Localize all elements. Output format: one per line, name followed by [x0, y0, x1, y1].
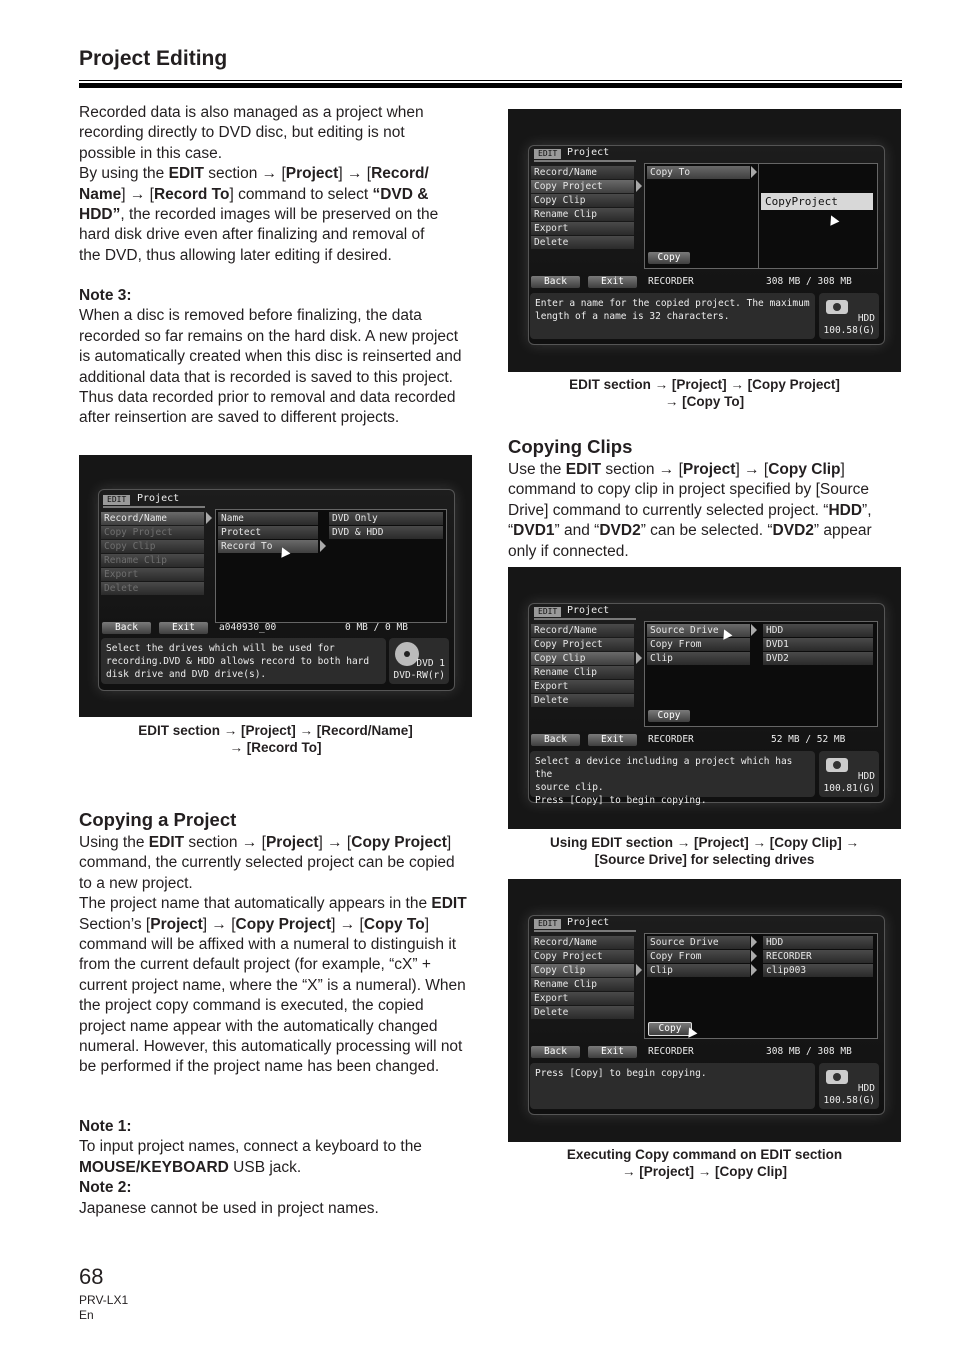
submenu-arrow-icon	[751, 950, 757, 962]
submenu-arrow-icon	[320, 540, 326, 552]
intro-paragraph: Recorded data is also managed as a project when recording directly to DVD disc, but editing is not possible in this case. By using the EDIT section → [Project] → [Record/ Name] → [Record To] command to select “DVD & HDD”, the recorded images will be preserved on the hard disk drive even after finalizing and removal of the DVD, thus allowing later editing if desired.	[79, 104, 439, 264]
caption-copy-to: EDIT section → [Project] → [Copy Project] → [Copy To]	[569, 377, 840, 409]
submenu-arrow-icon	[751, 624, 757, 636]
submenu-arrow-icon	[751, 166, 757, 178]
footer-model: PRV-LX1 En	[79, 1293, 129, 1322]
caption-source-drive: Using EDIT section → [Project] → [Copy Clip] → [Source Drive] for selecting drives	[549, 835, 860, 867]
option-hdd[interactable]: HDD	[763, 624, 873, 637]
drive-indicator: HDD 100.58(G)	[819, 1063, 879, 1109]
hdd-icon	[822, 753, 852, 777]
submenu-arrow-icon	[751, 964, 757, 976]
record-to-item[interactable]: Record To	[218, 540, 318, 553]
copying-project-text: Using the EDIT section → [Project] → [Copy Project] command, the currently selected project can be copied to a new project. The project name that automatically appears in the EDIT Section’s [Project] → [Copy Project] → [Copy To] command will be affixed with a numeral to distinguish it from the current default project (for example, “cX” + current project name, where the “X” is a numeral). When the project copy command is executed, the copied project name appear with the automatically changed numeral. However, this automatically processing will not be performed if the project name has been changed.	[79, 834, 467, 1076]
copy-button[interactable]: Copy	[648, 252, 690, 264]
source-drive-item[interactable]: Source Drive	[647, 624, 750, 637]
exit-button[interactable]: Exit	[588, 1046, 637, 1058]
screenshot-copy-to: EDIT Project Record/Name Copy Project Copy Clip Rename Clip Export Delete Copy To CopyProject Copy Back Exit RECORDER 308 MB / 308 MB Enter a name for the copied project. The maximum length of a name is 32 characters. HDD 100.58(G)	[508, 109, 901, 372]
exit-button[interactable]: Exit	[588, 276, 637, 288]
drive-indicator: HDD 100.81(G)	[819, 751, 879, 797]
copying-project-heading: Copying a Project	[79, 809, 237, 830]
screenshot-copy-clip: EDIT Project Record/Name Copy Project Copy Clip Rename Clip Export Delete Source Drive Copy From Clip HDD RECORDER clip003 Copy Back Exit RECORDER 308 MB / 308 MB Press [Copy] to begin copying. HDD 100.58(G)	[508, 879, 901, 1142]
screenshot-record-to: EDIT Project Record/Name Copy Project Copy Clip Rename Clip Export Delete Name Protect Record To DVD Only DVD & HDD Back Exit a040930_00 0 MB / 0 MB Select the drives which will be used for recording.DVD & HDD allows record to both hard disk drive and DVD drive(s). DVD 1 DVD-RW(r)	[79, 455, 472, 717]
note-3-label: Note 3:	[79, 287, 132, 304]
help-message: Select the drives which will be used for recording.DVD & HDD allows record to both hard disk drive and DVD drive(s).	[101, 638, 386, 684]
submenu-arrow-icon	[636, 964, 642, 976]
option-dvd2[interactable]: DVD2	[763, 652, 873, 665]
exit-button[interactable]: Exit	[588, 734, 637, 746]
copy-button[interactable]: Copy	[648, 710, 690, 722]
option-dvd1[interactable]: DVD1	[763, 638, 873, 651]
back-button[interactable]: Back	[531, 734, 580, 746]
copy-button[interactable]: Copy	[648, 1022, 692, 1036]
title-rule	[79, 80, 902, 88]
copying-clips-heading: Copying Clips	[508, 436, 633, 457]
page-title: Project Editing	[79, 47, 228, 70]
caption-copy-clip: Executing Copy command on EDIT section → [Project] → [Copy Clip]	[566, 1147, 843, 1179]
help-message: Enter a name for the copied project. The maximum length of a name is 32 characters.	[530, 293, 815, 339]
menu-copy-clip[interactable]: Copy Clip	[531, 652, 634, 665]
submenu-arrow-icon	[206, 512, 212, 524]
option-dvd-only[interactable]: DVD Only	[329, 512, 443, 525]
help-message: Press [Copy] to begin copying.	[530, 1063, 815, 1109]
help-message: Select a device including a project which has the source clip. Press [Copy] to begin copying.	[530, 751, 815, 797]
back-button[interactable]: Back	[102, 622, 151, 634]
project-name-field[interactable]: CopyProject	[761, 193, 873, 210]
option-dvd-hdd[interactable]: DVD & HDD	[329, 526, 443, 539]
copying-clips-text: Use the EDIT section → [Project] → [Copy Clip] command to copy clip in project specified by [Source Drive] command to currently selected project. “HDD”, “DVD1” and “DVD2” can be selected. “DVD2” appear only if connected.	[508, 461, 872, 560]
back-button[interactable]: Back	[531, 1046, 580, 1058]
drive-indicator: HDD 100.58(G)	[819, 293, 879, 339]
menu-record-name[interactable]: Record/Name	[101, 512, 204, 525]
menu-copy-clip[interactable]: Copy Clip	[531, 964, 634, 977]
caption-record-to: EDIT section → [Project] → [Record/Name] → [Record To]	[138, 723, 413, 755]
submenu-arrow-icon	[636, 180, 642, 192]
submenu-arrow-icon	[751, 936, 757, 948]
note-3-text: When a disc is removed before finalizing, the data recorded so far remains on the hard disk. A new project is automatically created when this disc is reinserted and additional data that is recorded is saved to this project. Thus data recorded prior to removal and data recorded after reinsertion are saved to different projects.	[79, 307, 462, 427]
notes-1-2: Note 1: To input project names, connect a keyboard to the MOUSE/KEYBOARD USB jack. Note 2: Japanese cannot be used in project names.	[79, 1118, 422, 1217]
copy-to-item[interactable]: Copy To	[647, 166, 750, 179]
page-number: 68	[79, 1264, 104, 1289]
exit-button[interactable]: Exit	[159, 622, 208, 634]
submenu-arrow-icon	[636, 652, 642, 664]
hdd-icon	[822, 295, 852, 319]
menu-copy-project[interactable]: Copy Project	[531, 180, 634, 193]
hdd-icon	[822, 1065, 852, 1089]
drive-indicator: DVD 1 DVD-RW(r)	[389, 638, 449, 684]
screenshot-source-drive: EDIT Project Record/Name Copy Project Copy Clip Rename Clip Export Delete Source Drive Copy From Clip HDD DVD1 DVD2 Copy Back Exit RECORDER 52 MB / 52 MB Select a device including a project which has the source clip. Press [Copy] to begin copying. HDD 100.81(G)	[508, 567, 901, 829]
note-3	[79, 286, 464, 429]
back-button[interactable]: Back	[531, 276, 580, 288]
